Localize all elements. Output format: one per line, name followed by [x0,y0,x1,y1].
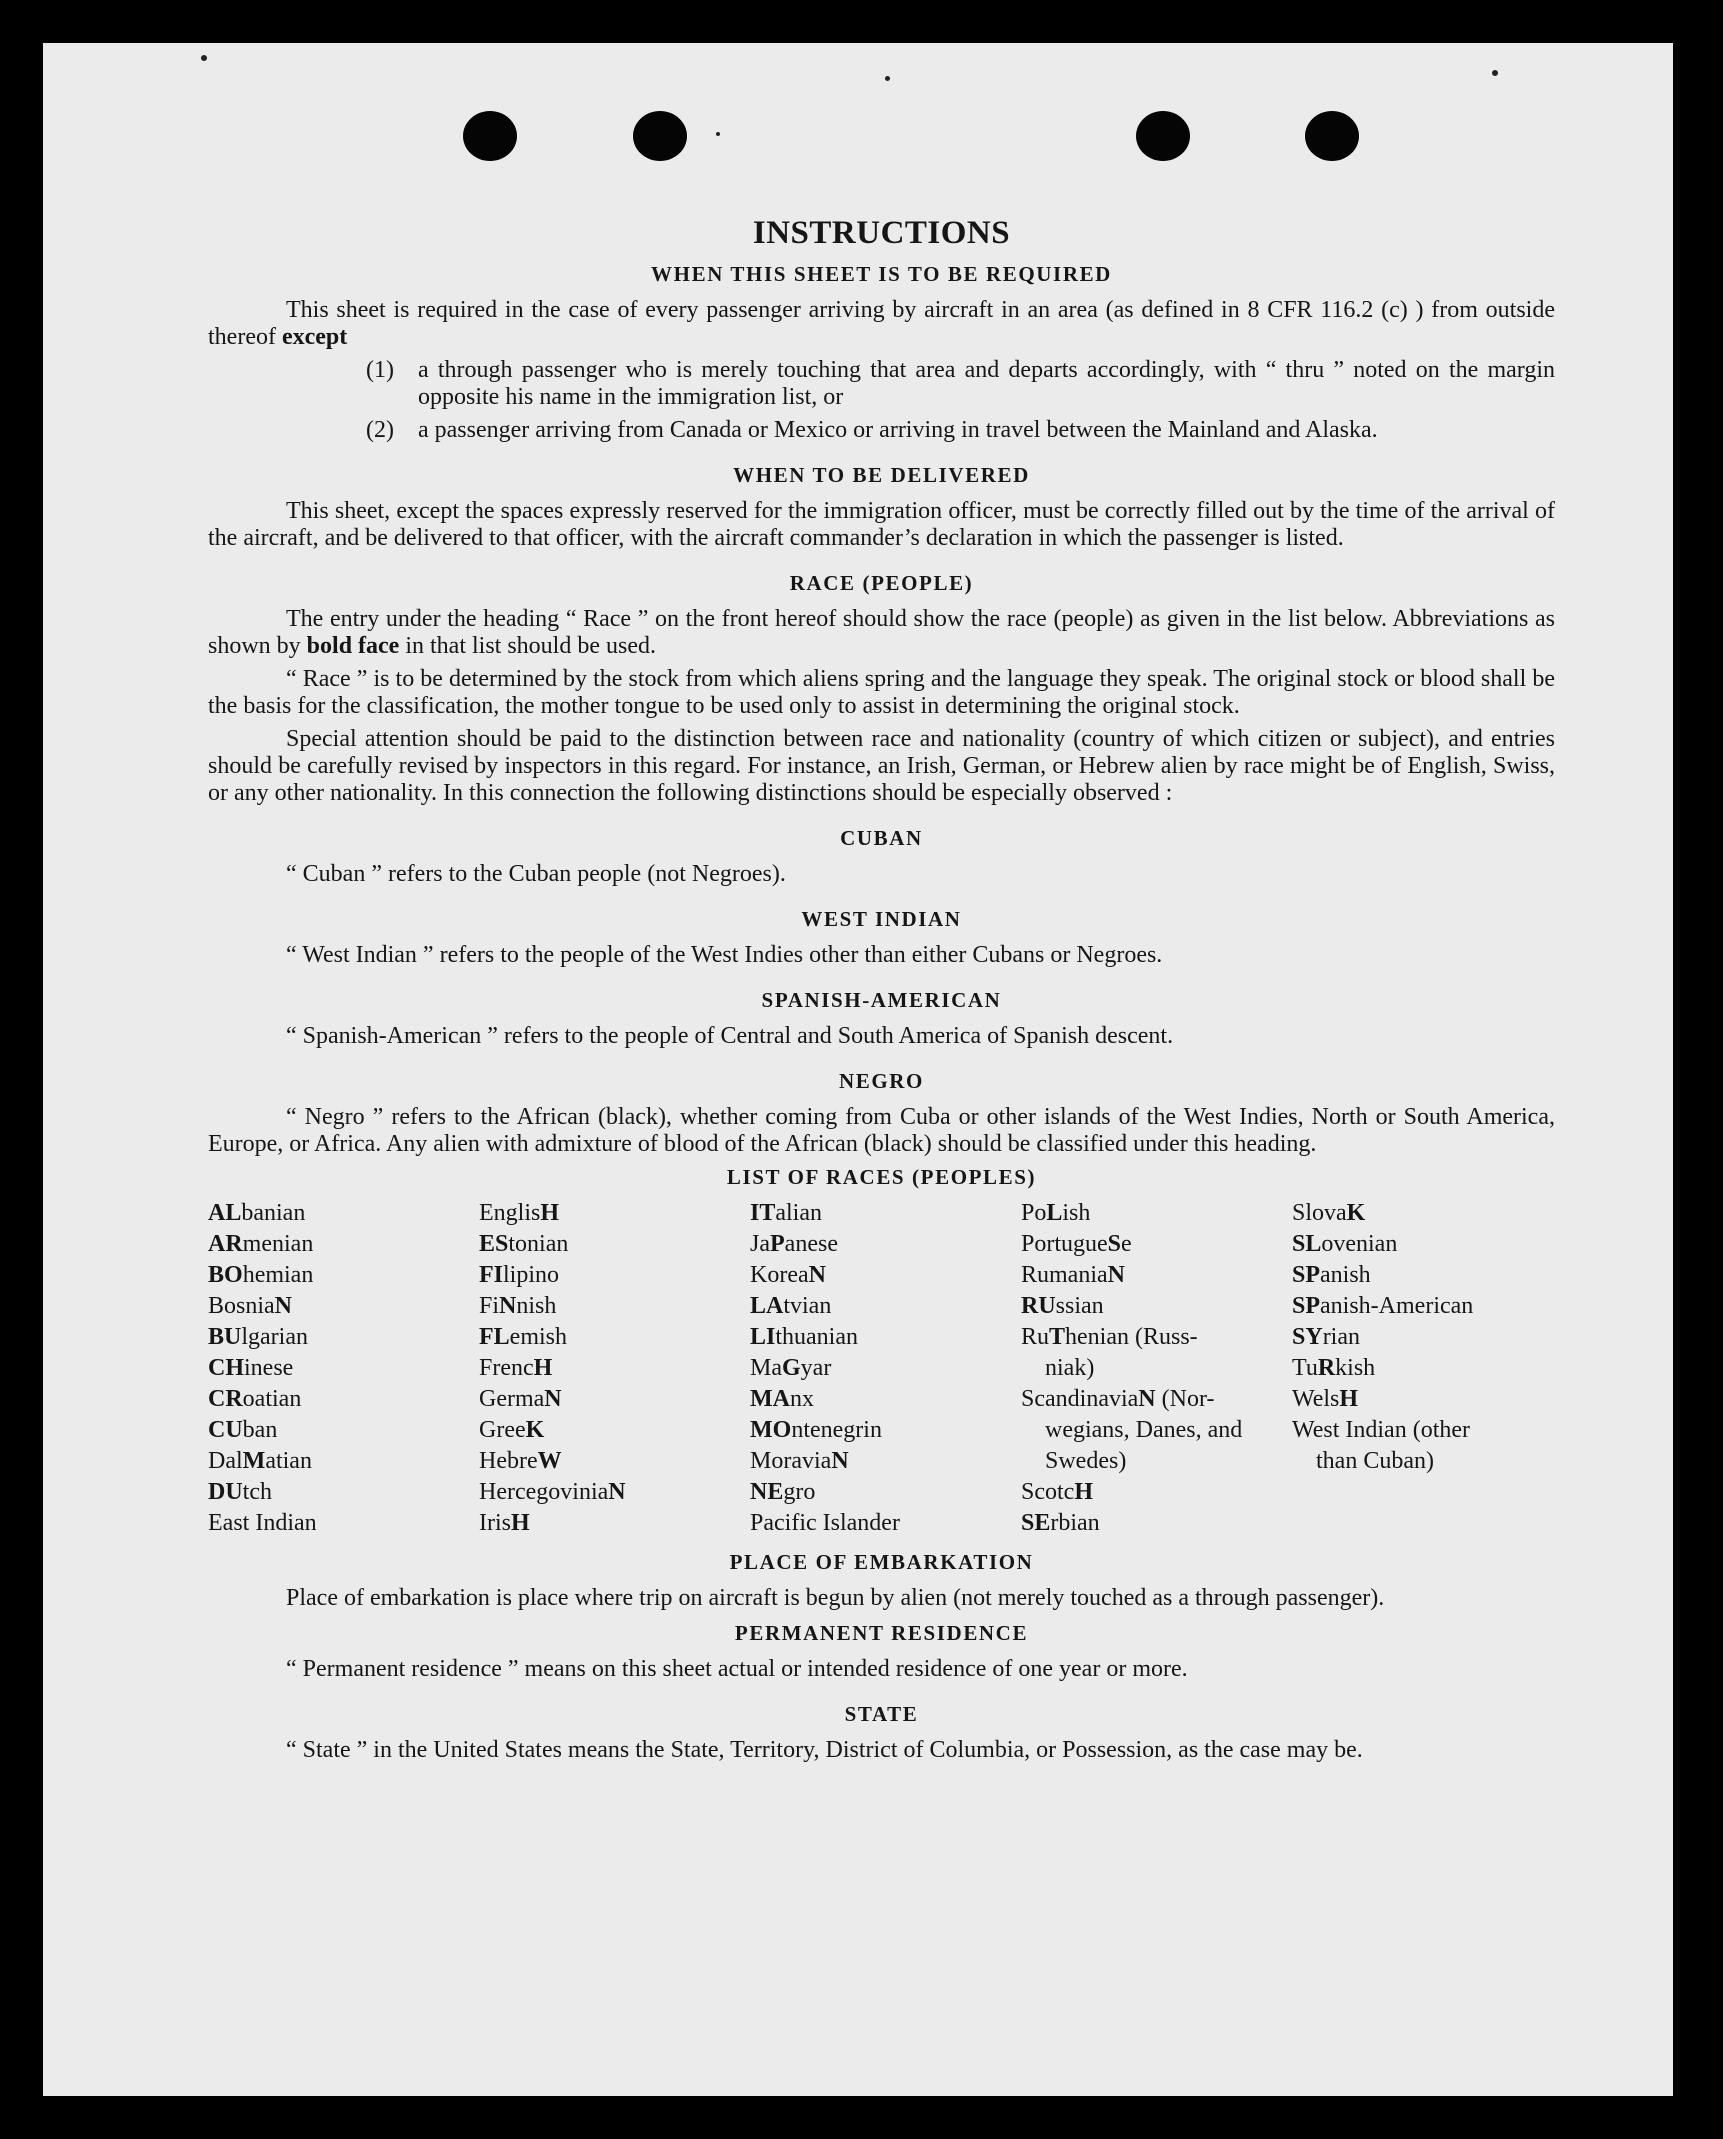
race-entry: BosniaN [208,1293,293,1319]
speck [1492,70,1498,76]
race-entry: NEgro [750,1479,816,1505]
races-column [1292,1198,1557,1539]
race-paragraph-1: The entry under the heading “ Race ” on the front hereof should show the race (people) as given in the list below. Abbreviations as shown by bold face in that list should be used. [208,606,1555,659]
heading-west-indian: WEST INDIAN [801,907,962,931]
race-entry-continuation: wegians, Danes, and Swedes) [1045,1417,1243,1474]
race-entry: SErbian [1021,1510,1100,1536]
cuban-text: “ Cuban ” refers to the Cuban people (not Negroes). [286,861,786,887]
race-entry: GreeK [479,1417,545,1443]
heading-state: STATE [844,1702,919,1726]
exception-list [366,357,1555,444]
race-entry: PortugueSe [1021,1231,1132,1257]
race-entry: JaPanese [750,1231,838,1257]
race-entry: DalMatian [208,1448,312,1474]
document-page [43,43,1673,2096]
race-entry: ALbanian [208,1200,306,1226]
instructions-content [208,171,1555,1770]
race-entry: Pacific Islander [750,1510,900,1536]
race-entry: East Indian [208,1510,317,1536]
races-column [1021,1198,1292,1539]
race-entry: TuRkish [1292,1355,1376,1381]
races-column [208,1198,479,1539]
races-column [750,1198,1021,1539]
race-entry: FLemish [479,1324,567,1350]
heading-cuban: CUBAN [840,826,923,850]
race-entry: FrencH [479,1355,553,1381]
race-entry: CHinese [208,1355,294,1381]
race-entry: ITalian [750,1200,822,1226]
heading-when-required: WHEN THIS SHEET IS TO BE REQUIRED [651,262,1112,286]
punch-hole [463,111,517,161]
embarkation-text: Place of embarkation is place where trip on aircraft is begun by alien (not merely touched as a through passenger). [286,1585,1385,1611]
race-entry: SPanish [1292,1262,1371,1288]
race-entry: MAnx [750,1386,814,1412]
speck [201,55,207,61]
race-entry: EnglisH [479,1200,560,1226]
race-entry: IrisH [479,1510,530,1536]
speck [885,76,890,81]
race-entry: LAtvian [750,1293,832,1319]
race-entry: HercegoviniaN [479,1479,626,1505]
race-entry: MOntenegrin [750,1417,882,1443]
race-entry: RuThenian (Russ- niak) [1021,1322,1292,1384]
race-paragraph-2: “ Race ” is to be determined by the stock from which aliens spring and the language they speak. The original stock or blood shall be the basis for the classification, the mother tongue to be used only to assist in determining the original stock. [208,666,1555,719]
exception-item: (2) a passenger arriving from Canada or Mexico or arriving in travel between the Mainland and Alaska. [366,417,1378,443]
when-delivered-text: This sheet, except the spaces expressly reserved for the immigration officer, must be correctly filled out by the time of the arrival of the aircraft, and be delivered to that officer, with the aircraft commander’s declaration in which the passenger is listed. [208,498,1555,551]
race-entry: RumaniaN [1021,1262,1125,1288]
race-entry: MoraviaN [750,1448,849,1474]
race-entry: KoreaN [750,1262,826,1288]
race-entry: ScotcH [1021,1479,1093,1505]
race-entry: BUlgarian [208,1324,308,1350]
punch-hole [633,111,687,161]
speck [716,132,720,136]
race-entry: LIthuanian [750,1324,858,1350]
state-text: “ State ” in the United States means the State, Territory, District of Columbia, or Possession, as the case may be. [286,1737,1363,1763]
race-entry: WelsH [1292,1386,1359,1412]
punch-hole [1136,111,1190,161]
race-entry: FIlipino [479,1262,560,1288]
race-entry: PoLish [1021,1200,1091,1226]
heading-permanent-residence: PERMANENT RESIDENCE [734,1621,1029,1645]
race-entry: CRoatian [208,1386,302,1412]
race-entry: CUban [208,1417,278,1443]
heading-negro: NEGRO [838,1069,924,1093]
heading-list-of-races: LIST OF RACES (PEOPLES) [726,1165,1037,1189]
race-entry: GermaN [479,1386,562,1412]
west-indian-text: “ West Indian ” refers to the people of the West Indies other than either Cubans or Negroes. [286,942,1163,968]
race-entry: SLovenian [1292,1231,1398,1257]
race-paragraph-3: Special attention should be paid to the distinction between race and nationality (country of which citizen or subject), and entries should be carefully revised by inspectors in this regard. For instance, an Irish, German, or Hebrew alien by race might be of English, Swiss, or any other nationality. In this connection the following distinctions should be especially observed : [208,726,1555,806]
when-required-intro: This sheet is required in the case of every passenger arriving by aircraft in an area (as defined in 8 CFR 116.2 (c) ) from outside thereof except [208,297,1555,350]
punch-hole [1305,111,1359,161]
race-entry: ScandinaviaN (Nor- wegians, Danes, and Swedes) [1021,1384,1292,1477]
races-column [479,1198,750,1539]
race-entry: BOhemian [208,1262,314,1288]
race-entry: EStonian [479,1231,569,1257]
exception-item: (1) a through passenger who is merely touching that area and departs accordingly, with “ thru ” noted on the margin opposite his name in the immigration list, or [366,357,1555,410]
race-entry: SYrian [1292,1324,1360,1350]
race-entry-continuation: niak) [1045,1355,1095,1381]
race-entry-continuation: than Cuban) [1316,1448,1434,1474]
page-title: INSTRUCTIONS [752,215,1011,251]
race-entry: ARmenian [208,1231,314,1257]
races-table [208,1198,1555,1539]
heading-when-delivered: WHEN TO BE DELIVERED [733,463,1030,487]
heading-spanish-american: SPANISH-AMERICAN [761,988,1002,1012]
race-entry: MaGyar [750,1355,832,1381]
race-entry: HebreW [479,1448,562,1474]
heading-embarkation: PLACE OF EMBARKATION [729,1550,1034,1574]
race-entry: DUtch [208,1479,272,1505]
race-entry: RUssian [1021,1293,1104,1319]
residence-text: “ Permanent residence ” means on this sheet actual or intended residence of one year or more. [286,1656,1188,1682]
race-entry: West Indian (other than Cuban) [1292,1415,1557,1477]
negro-text: “ Negro ” refers to the African (black), whether coming from Cuba or other islands of the West Indies, North or South America, Europe, or Africa. Any alien with admixture of blood of the African (black) should be classified under this heading. [208,1104,1555,1157]
heading-race: RACE (PEOPLE) [789,571,974,595]
race-entry: SlovaK [1292,1200,1366,1226]
spanish-american-text: “ Spanish-American ” refers to the people of Central and South America of Spanish descent. [286,1023,1174,1049]
race-entry: FiNnish [479,1293,557,1319]
race-entry: SPanish-American [1292,1293,1474,1319]
